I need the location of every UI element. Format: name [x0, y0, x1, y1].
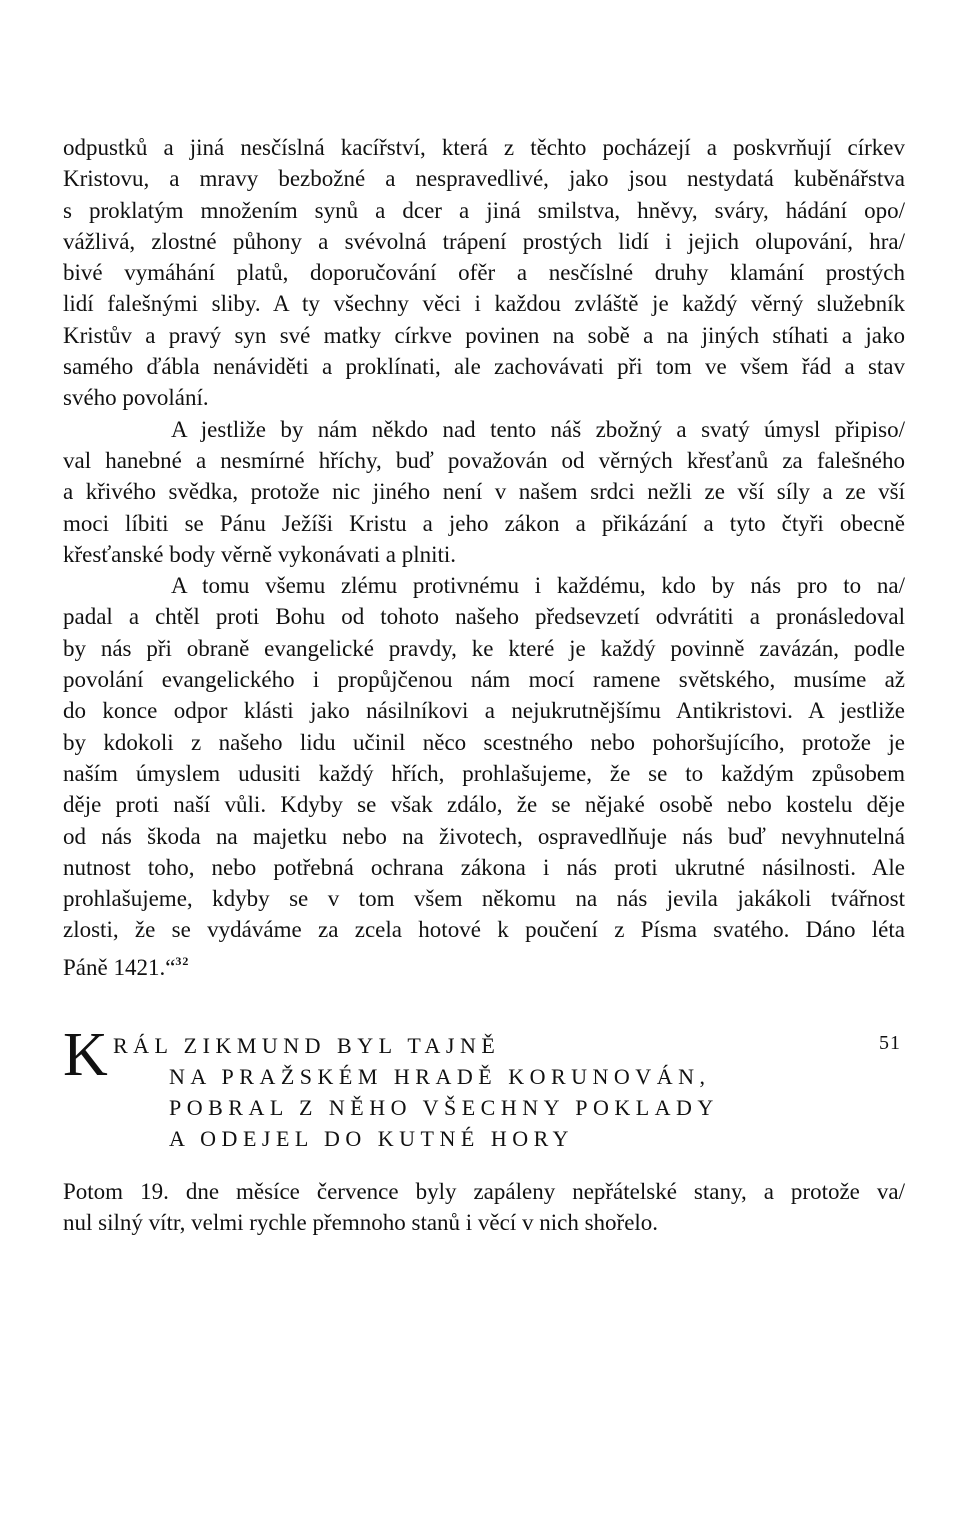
- text-line: odpustků a jiná nesčíslná kacířství, která z těchto pocházejí a poskvrňují církev: [63, 135, 905, 160]
- text-line: lidí falešnými sliby. A ty všechny věci i každou zvláště je každý věrný služebník: [63, 291, 905, 317]
- text-line: zlosti, že se vydáváme za zcela hotové k poučení z Písma svatého. Dáno léta: [63, 917, 905, 943]
- chapter-number: 51: [879, 1032, 901, 1054]
- text-line: val hanebné a nesmírné hříchy, buď považován od věrných křesťanů za falešného: [63, 447, 905, 473]
- text-line: samého ďábla nenáviděti a proklínati, ale zachovávati při tom ve všem řád a stav: [63, 354, 905, 380]
- text-line: děje proti naší vůli. Kdyby se však zdálo, že se nějaké osobě nebo kostelu děje: [63, 792, 905, 818]
- text-line: prohlašujeme, kdyby se v tom všem někomu na nás jevila jakákoli tvářnost: [63, 886, 905, 912]
- text-line: Kristovu, a mravy bezbožné a nespravedlivé, jako jsou nestydatá kuběnářstva: [63, 166, 905, 192]
- text-line: Potom 19. dne měsíce července byly zapáleny nepřátelské stany, a protože va/: [63, 1179, 905, 1204]
- text-line: by nás při obraně evangelické pravdy, ke které je každý povinně zavázán, podle: [63, 635, 905, 661]
- main-text: [63, 132, 905, 983]
- text-line: padal a chtěl proti Bohu od tohoto našeho předsevzetí odvrátiti a pronásledoval: [63, 604, 905, 630]
- chapter-title: [113, 1030, 719, 1154]
- drop-cap: K: [63, 1021, 108, 1089]
- text-line: A tomu všemu zlému protivnému i každému, kdo by nás pro to na/: [171, 573, 905, 599]
- text-line: Kristův a pravý syn své matky církve povinen na sobě a na jiných stíhati a jako: [63, 322, 905, 348]
- chapter-title-line: NA PRAŽSKÉM HRADĚ KORUNOVÁN,: [169, 1064, 711, 1089]
- text-line: vážlivá, zlostné půhony a svévolná trápení prostých lidí i jejich olupování, hra/: [63, 228, 905, 254]
- text-line: moci líbiti se Pánu Ježíši Kristu a jeho zákon a přikázání a tyto čtyři obecně: [63, 510, 905, 536]
- text-line: do konce odpor klásti jako násilníkovi a nejukrutnějšímu Antikristovi. A jestliže: [63, 698, 905, 724]
- chapter-text: [63, 1176, 905, 1239]
- text-line: by kdokoli z našeho lidu učinil něco scestného nebo pohoršujícího, protože je: [63, 729, 905, 755]
- text-line-last: [63, 946, 905, 983]
- text-line: křesťanské body věrně vykonávati a plniti.: [63, 541, 457, 567]
- chapter-heading: [63, 1021, 905, 1155]
- text-line: povolání evangelického i propůjčenou nám mocí ramene světského, musíme až: [63, 667, 905, 693]
- chapter-title-line: POBRAL Z NĚHO VŠECHNY POKLADY: [169, 1095, 719, 1120]
- text-line: od nás škoda na majetku nebo na životech, ospravedlňuje nás buď nevyhnutelná: [63, 823, 905, 849]
- text-line: svého povolání.: [63, 385, 209, 411]
- chapter-title-line: RÁL ZIKMUND BYL TAJNĚ: [113, 1033, 501, 1058]
- paragraph-1: [63, 132, 905, 414]
- paragraph-2: [63, 414, 905, 570]
- footnote-reference: 32: [175, 953, 190, 968]
- text-line: nul silný vítr, velmi rychle přemnoho stanů i věcí v nich shořelo.: [63, 1210, 659, 1236]
- text-line: naším úmyslem udusiti každý hřích, prohlašujeme, že se to každým způsobem: [63, 760, 905, 786]
- chapter-title-line: A ODEJEL DO KUTNÉ HORY: [169, 1126, 574, 1151]
- text-line: a křivého svědka, protože nic jiného není v našem srdci nežli ze vší síly a ze vší: [63, 479, 905, 505]
- text-line: s proklatým množením synů a dcer a jiná smilstva, hněvy, sváry, hádání opo/: [63, 197, 905, 223]
- text-line: A jestliže by nám někdo nad tento náš zbožný a svatý úmysl připiso/: [171, 416, 905, 442]
- paragraph-3: [63, 570, 905, 983]
- closing-text: Páně 1421.“: [63, 954, 176, 980]
- text-line: bivé vymáhání platů, doporučování ofěr a nesčíslné druhy klamání prostých: [63, 260, 905, 286]
- text-line: nutnost toho, nebo potřebná ochrana zákona i nás proti ukrutné násilnosti. Ale: [63, 854, 905, 880]
